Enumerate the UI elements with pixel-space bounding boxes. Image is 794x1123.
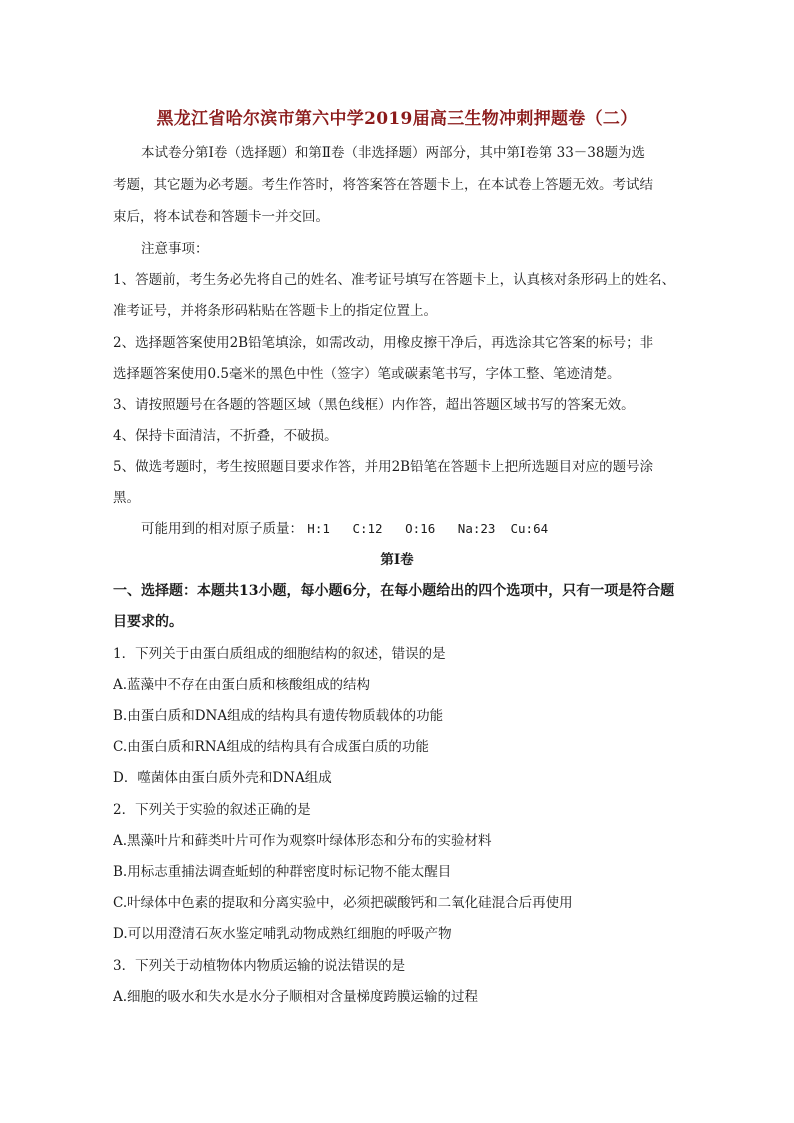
section-instructions: 目要求的。 [113,614,183,630]
section-instructions: 一、选择题：本题共13小题，每小题6分，在每小题给出的四个选项中，只有一项是符合题 [113,583,675,599]
question-option: C.叶绿体中色素的提取和分离实验中，必须把碳酸钙和二氧化硅混合后再使用 [113,895,573,911]
question-stem: 2．下列关于实验的叙述正确的是 [113,802,311,818]
note-line: 2、选择题答案使用2B铅笔填涂，如需改动，用橡皮擦干净后，再选涂其它答案的标号；非 [113,335,654,351]
intro-line: 束后，将本试卷和答题卡一并交回。 [113,209,329,225]
question-option: A.细胞的吸水和失水是水分子顺相对含量梯度跨膜运输的过程 [113,989,479,1005]
atomic-mass-label: 可能用到的相对原子质量： [141,521,303,537]
question-option: C.由蛋白质和RNA组成的结构具有合成蛋白质的功能 [113,739,429,755]
atomic-mass-line [141,519,693,539]
document-title: 黑龙江省哈尔滨市第六中学2019届高三生物冲刺押题卷（二） [156,109,638,129]
note-line: 5、做选考题时，考生按照题目要求作答，并用2B铅笔在答题卡上把所选题目对应的题号涂 [113,459,654,475]
note-line: 3、请按照题号在各题的答题区域（黑色线框）内作答，超出答题区域书写的答案无效。 [113,397,635,413]
note-line: 1、答题前，考生务必先将自己的姓名、准考证号填写在答题卡上，认真核对条形码上的姓名、 [113,272,676,288]
note-line: 黑。 [113,490,140,506]
note-line: 准考证号，并将条形码粘贴在答题卡上的指定位置上。 [113,303,437,319]
question-option: D．噬菌体由蛋白质外壳和DNA组成 [113,770,332,786]
question-option: D.可以用澄清石灰水鉴定哺乳动物成熟红细胞的呼吸产物 [113,926,452,942]
note-line: 选择题答案使用0.5毫米的黑色中性（签字）笔或碳素笔书写，字体工整、笔迹清楚。 [113,366,621,382]
intro-line: 考题，其它题为必考题。考生作答时，将答案答在答题卡上，在本试卷上答题无效。考试结 [113,177,653,193]
question-stem: 3．下列关于动植物体内物质运输的说法错误的是 [113,958,406,974]
question-option: A.蓝藻中不存在由蛋白质和核酸组成的结构 [113,677,371,693]
notes-heading: 注意事项： [141,241,209,257]
atomic-mass-values: H:1 C:12 O:16 Na:23 Cu:64 [307,521,549,536]
note-line: 4、保持卡面清洁，不折叠，不破损。 [113,428,338,444]
question-stem: 1．下列关于由蛋白质组成的细胞结构的叙述，错误的是 [113,646,446,662]
intro-line: 本试卷分第Ⅰ卷（选择题）和第Ⅱ卷（非选择题）两部分，其中第Ⅰ卷第 33－38题为选 [141,145,645,161]
question-option: B.用标志重捕法调查蚯蚓的种群密度时标记物不能太醒目 [113,864,452,880]
question-option: B.由蛋白质和DNA组成的结构具有遗传物质载体的功能 [113,708,444,724]
section-title: 第Ⅰ卷 [380,552,414,568]
question-option: A.黑藻叶片和藓类叶片可作为观察叶绿体形态和分布的实验材料 [113,833,492,849]
